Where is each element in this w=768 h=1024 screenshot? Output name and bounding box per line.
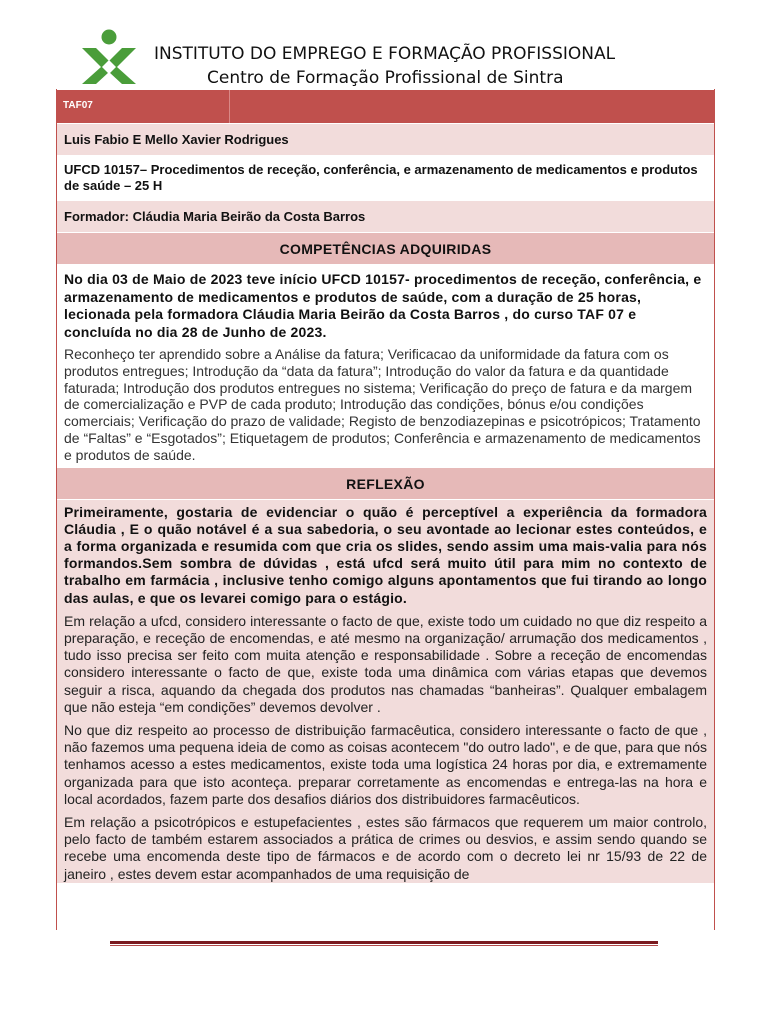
intro-summary: No dia 03 de Maio de 2023 teve início UFCD 10157- procedimentos de receção, conferência, e armazenamento de medicamentos e produtos de saúde, com a duração de 25 horas, lecionada pela formadora Cláudia Maria Beirão da Costa Barros , do curso TAF 07 e concluída no dia 28 de Junho de 2023. [64,271,702,340]
reflexao-section [57,499,714,883]
center-name: Centro de Formação Profissional de Sintra [207,68,564,88]
iefp-logo-icon [80,28,138,84]
competencias-heading: COMPETÊNCIAS ADQUIRIDAS [57,232,714,264]
reflexao-heading: REFLEXÃO [57,467,714,499]
learned-topics: Reconheço ter aprendido sobre a Análise da fatura; Verificacao da uniformidade da fatura com os produtos entregues; Introdução da “data da fatura”; Introdução do valor da fatura e da quantidade faturada; Introdução dos produtos entregues no sistema; Verificação do preço de fatura e da margem de comercialização e PVP de cada produto; Introdução das condições, bónus e/ou condições comerciais; Verificação do prazo de validade; Registo de benzodiazepinas e psicotrópicos; Tratamento de “Faltas” e “Esgotados”; Etiquetagem de produtos; Conferência e armazenamento de medicamentos e produtos de saúde. [64,346,701,463]
student-name: Luis Fabio E Mello Xavier Rodrigues [57,123,714,155]
course-code: TAF07 [57,90,230,123]
course-header-empty-cell [230,90,714,123]
report-table [56,89,715,930]
reflexao-paragraph-3: Em relação a psicotrópicos e estupefacientes , estes são fármacos que requerem um maior controlo, pelo facto de também estarem associados a prática de crimes ou desvios, e assim sendo quando se recebe uma encomenda deste tipo de fármacos e de acordo com o decreto lei nr 15/93 de 22 de janeiro , estes devem estar acompanhados de uma requisição de [64,814,707,882]
footer-divider [110,941,658,944]
competencias-section [57,264,714,467]
document-header [0,0,768,90]
trainer-name: Formador: Cláudia Maria Beirão da Costa Barros [57,200,714,232]
course-header-row [57,89,714,123]
reflexao-paragraph-2: No que diz respeito ao processo de distribuição farmacêutica, considero interessante o facto de que , não fazemos uma pequena ideia de como as coisas acontecem "do outro lado", e de que, para que nós tenhamos acesso a estes medicamentos, existe toda uma logística 24 horas por dia, e extremamente organizada para que isto aconteça. preparar corretamente as encomendas e entrega-las na hora e local acordados, fazem parte dos desafios diários dos distribuidores farmacêuticos. [64,722,707,807]
institution-name: INSTITUTO DO EMPREGO E FORMAÇÃO PROFISSIONAL [154,44,616,64]
reflexao-paragraph-1: Em relação a ufcd, considero interessante o facto de que, existe todo um cuidado no que diz respeito a preparação, e receção de encomendas, e até mesmo na organização/ arrumação dos medicamentos , tudo isso precisa ser feito com muita atenção e responsabilidade . Sobre a receção de encomendas considero interessante o facto de que, existe toda uma dinâmica com várias etapas que devemos seguir a risca, aquando da chegada dos produtos nas chamadas “banheiras”. Qualquer embalagem que não esteja “em condições” devemos devolver . [64,612,707,715]
ufcd-title: UFCD 10157– Procedimentos de receção, conferência, e armazenamento de medicamentos e produtos de saúde – 25 H [57,155,714,200]
reflexao-intro: Primeiramente, gostaria de evidenciar o quão é perceptível a experiência da formadora Cláudia , E o quão notável é a sua sabedoria, o seu avontade ao lecionar estes conteúdos, e a forma organizada e resumida com que cria os slides, sendo assim uma mais-valia para nós formandos.Sem sombra de dúvidas , está ufcd será muito útil para mim no contexto de trabalho em farmácia , inclusive tenho comigo alguns apontamentos que fui tirando ao longo das aulas, e que os levarei comigo para o estágio. [64,503,707,606]
footer-divider-thin [110,945,658,946]
